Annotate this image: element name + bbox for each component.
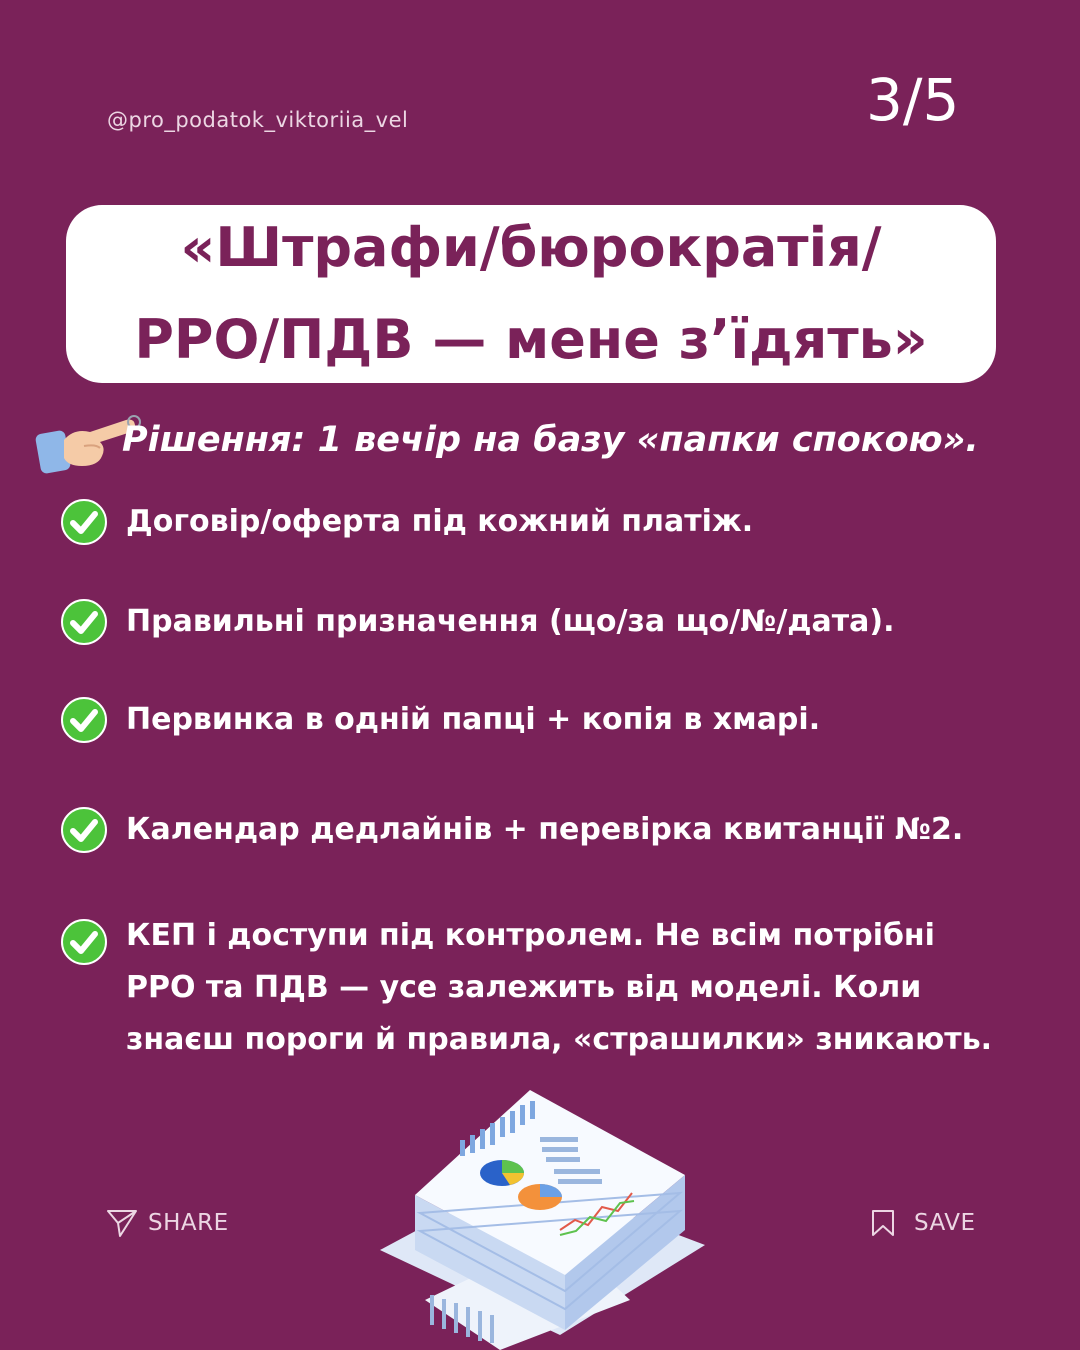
bookmark-icon bbox=[870, 1208, 896, 1238]
check-icon bbox=[60, 498, 108, 546]
instagram-handle: @pro_podatok_viktoriia_vel bbox=[107, 108, 409, 132]
checklist-item-text: Первинка в одній папці + копія в хмарі. bbox=[126, 702, 821, 737]
checklist-item-2 bbox=[60, 596, 1050, 648]
share-icon bbox=[106, 1208, 138, 1238]
checklist-item-text: РРО та ПДВ — усе залежить від моделі. Коли bbox=[126, 970, 922, 1005]
check-icon bbox=[60, 598, 108, 646]
solution-text: Рішення: 1 вечір на базу «папки спокою». bbox=[122, 420, 979, 460]
checklist-item-text: Календар дедлайнів + перевірка квитанції №2. bbox=[126, 812, 964, 847]
share-label: SHARE bbox=[148, 1210, 229, 1236]
checklist-item-5 bbox=[60, 910, 1050, 1066]
check-icon bbox=[60, 918, 108, 966]
save-button[interactable] bbox=[870, 1208, 976, 1238]
checklist-item-text: знаєш пороги й правила, «страшилки» зникають. bbox=[126, 1022, 993, 1057]
page-counter: 3/5 bbox=[866, 66, 960, 134]
check-icon bbox=[60, 696, 108, 744]
checklist-item-4 bbox=[60, 804, 1050, 856]
check-icon bbox=[60, 806, 108, 854]
title-line-2: РРО/ПДВ — мене з’їдять» bbox=[134, 308, 928, 371]
title-card bbox=[66, 205, 996, 383]
title-line-1: «Штрафи/бюрократія/ bbox=[180, 216, 882, 279]
share-button[interactable] bbox=[106, 1208, 229, 1238]
checklist-item-text: Договір/оферта під кожний платіж. bbox=[126, 504, 754, 539]
documents-illustration bbox=[370, 1085, 715, 1350]
save-label: SAVE bbox=[914, 1210, 976, 1236]
checklist-item-text: Правильні призначення (що/за що/№/дата). bbox=[126, 604, 895, 639]
checklist-item-3 bbox=[60, 694, 1050, 746]
checklist-item-1 bbox=[60, 496, 1050, 548]
checklist-item-text: КЕП і доступи під контролем. Не всім потрібні bbox=[126, 918, 935, 953]
